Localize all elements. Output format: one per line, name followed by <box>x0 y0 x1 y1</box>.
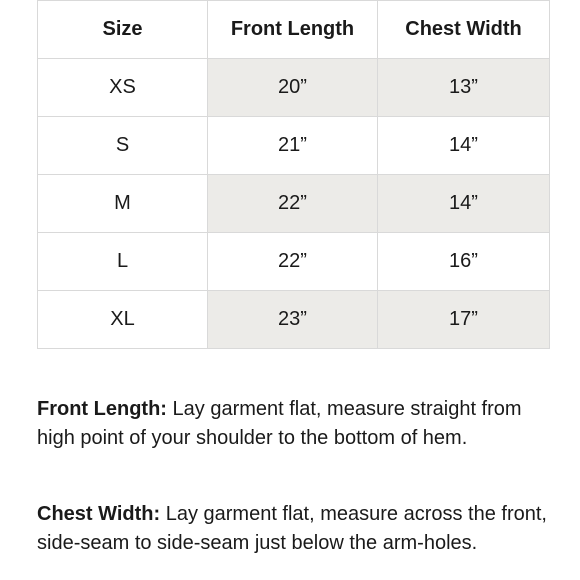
header-size: Size <box>38 1 208 59</box>
size-cell: L <box>38 233 208 291</box>
table-row <box>38 117 550 175</box>
front-length-note-text: Lay garment flat, measure straight from high point of your shoulder to the bottom of hem. <box>37 398 522 449</box>
front-length-note <box>37 395 552 453</box>
front-length-cell: 20” <box>208 59 378 117</box>
table-row <box>38 175 550 233</box>
header-chest-width: Chest Width <box>378 1 550 59</box>
chest-width-cell: 13” <box>378 59 550 117</box>
table-row <box>38 59 550 117</box>
chest-width-note-text: Lay garment flat, measure across the front, side-seam to side-seam just below the arm-holes. <box>37 503 547 554</box>
chest-width-cell: 14” <box>378 117 550 175</box>
front-length-cell: 22” <box>208 175 378 233</box>
chest-width-note <box>37 500 552 558</box>
table-row <box>38 233 550 291</box>
size-cell: XL <box>38 291 208 349</box>
chest-width-cell: 16” <box>378 233 550 291</box>
chest-width-cell: 14” <box>378 175 550 233</box>
chest-width-note-label: Chest Width: <box>37 503 161 525</box>
size-cell: M <box>38 175 208 233</box>
front-length-cell: 22” <box>208 233 378 291</box>
size-cell: S <box>38 117 208 175</box>
size-cell: XS <box>38 59 208 117</box>
front-length-cell: 21” <box>208 117 378 175</box>
table-row <box>38 291 550 349</box>
front-length-note-label: Front Length: <box>37 398 167 420</box>
size-chart-table <box>37 0 550 349</box>
front-length-cell: 23” <box>208 291 378 349</box>
chest-width-cell: 17” <box>378 291 550 349</box>
table-header-row <box>38 1 550 59</box>
header-front-length: Front Length <box>208 1 378 59</box>
